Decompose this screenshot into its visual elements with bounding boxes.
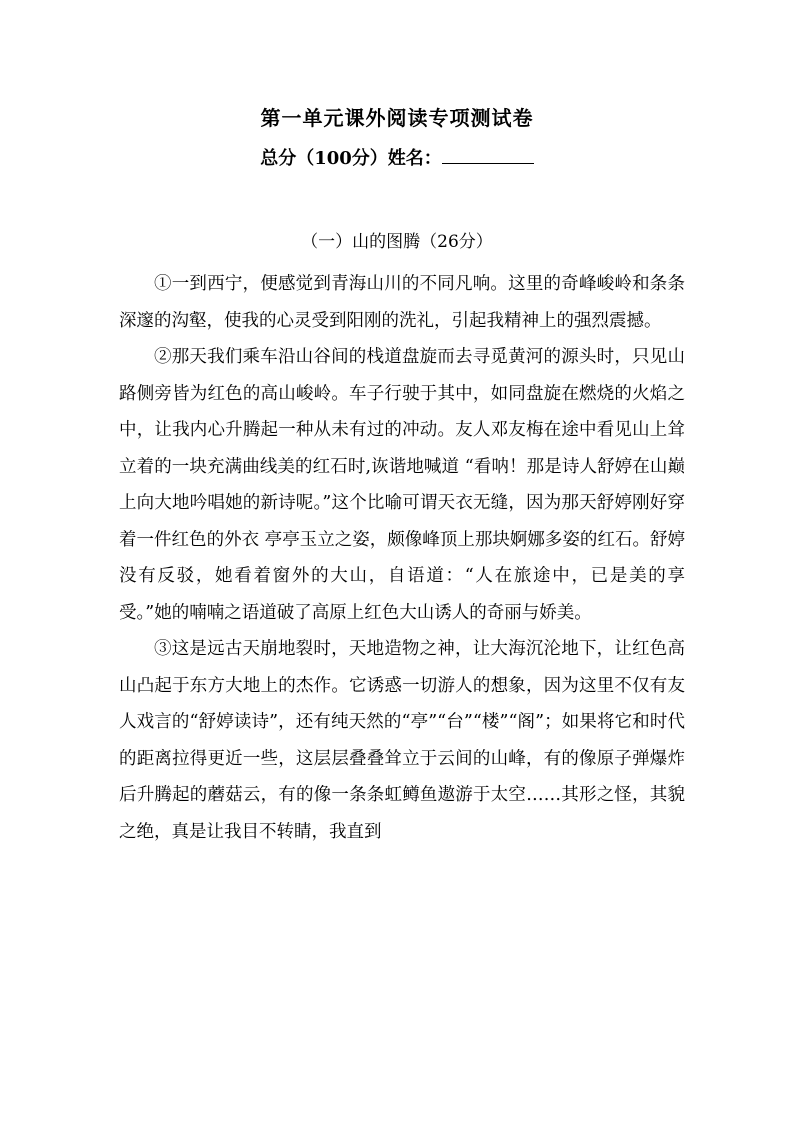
paragraph-2: ②那天我们乘车沿山谷间的栈道盘旋而去寻觅黄河的源头时，只见山路侧旁皆为红色的高山峻岭。车子行驶于其中，如同盘旋在燃烧的火焰之中，让我内心升腾起一种从未有过的冲动。友人邓友梅在途中看见山上耸立着的一块充满曲线美的红石时,诙谐地喊道 “看呐！那是诗人舒婷在山巅上向大地吟唱她的新诗呢。”这个比喻可谓天衣无缝，因为那天舒婷刚好穿着一件红色的外衣 亭亭玉立之姿，颇像峰顶上那块婀娜多姿的红石。舒婷没有反驳，她看着窗外的大山，自语道：“人在旅途中，已是美的享受。”她的喃喃之语道破了高原上红色大山诱人的奇丽与娇美。	[119, 347, 685, 623]
paragraph-1: ①一到西宁，便感觉到青海山川的不同凡响。这里的奇峰峻岭和条条深邃的沟壑，使我的心灵受到阳刚的洗礼，引起我精神上的强烈震撼。	[119, 274, 685, 331]
paragraph-3: ③这是远古天崩地裂时，天地造物之神，让大海沉沦地下，让红色高山凸起于东方大地上的杰作。它诱惑一切游人的想象，因为这里不仅有友人戏言的“舒婷读诗”，还有纯天然的“亭”“台”“楼”“阁”；如果将它和时代的距离拉得更近一些，这层层叠叠耸立于云间的山峰，有的像原子弹爆炸后升腾起的蘑菇云，有的像一条条虹鳟鱼遨游于太空……其形之怪，其貌之绝，真是让我目不转睛，我直到	[119, 639, 685, 842]
score-label: 总分（100分）姓名：	[260, 148, 442, 169]
passage-body	[119, 266, 685, 850]
score-name-line	[0, 145, 794, 172]
section-title: （一）山的图腾（26分）	[301, 232, 493, 252]
page-title: 第一单元课外阅读专项测试卷	[260, 106, 534, 130]
name-blank	[442, 145, 534, 164]
